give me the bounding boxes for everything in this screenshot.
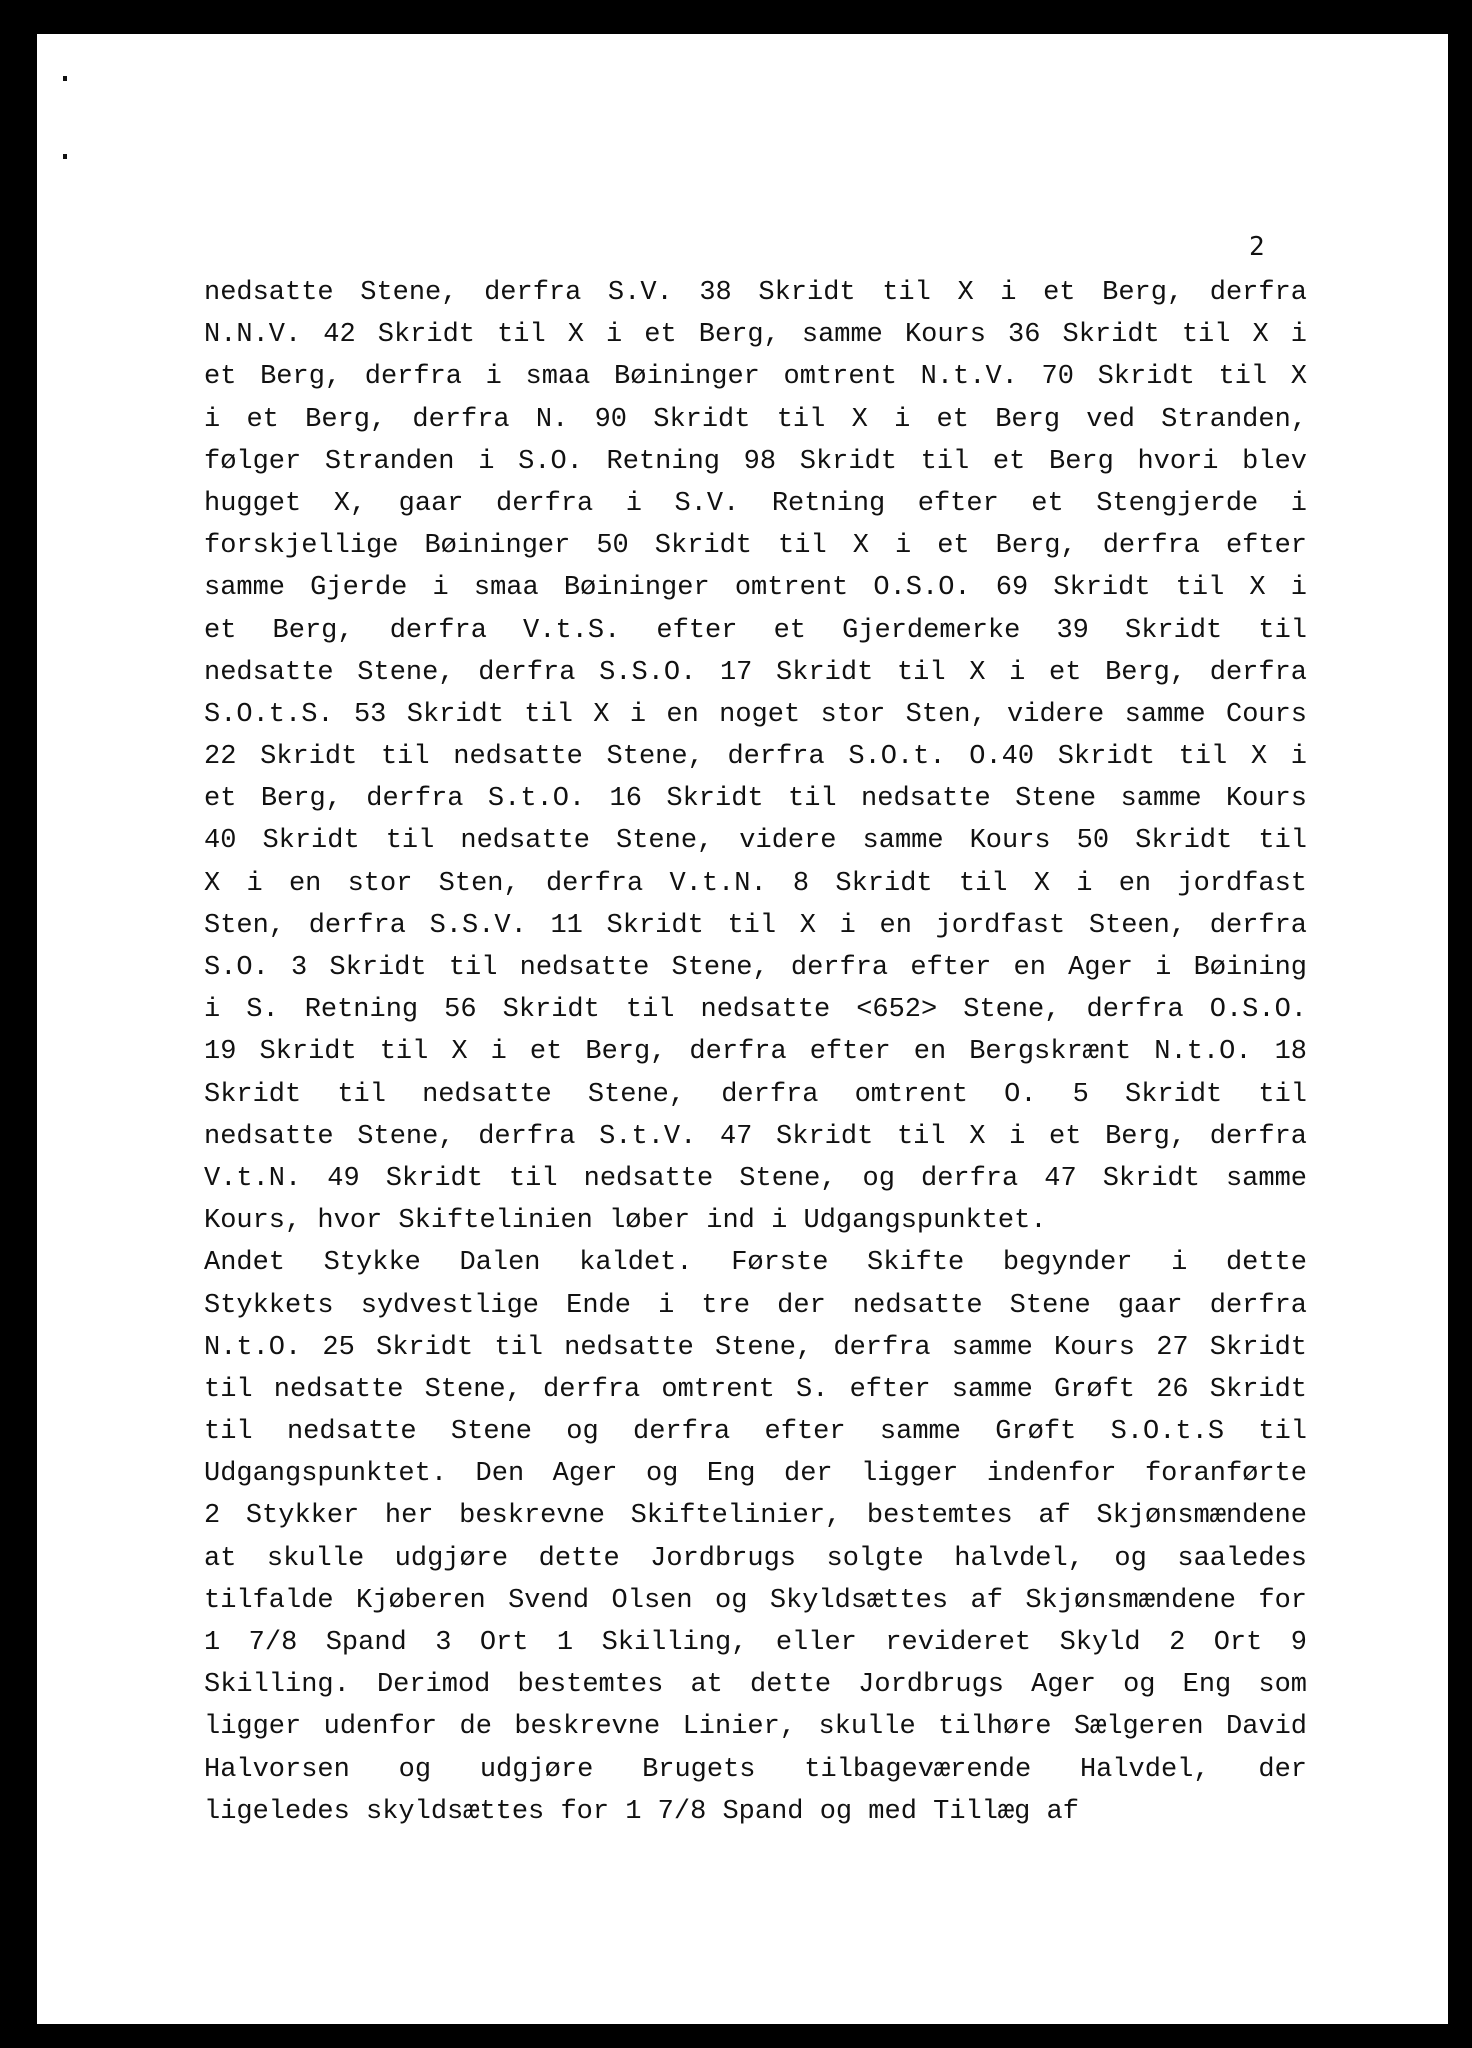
text-line: S.O.t.S. 53 Skridt til X i en noget stor Sten, videre samme Cours [204, 699, 1307, 730]
text-line: Halvorsen og udgjøre Brugets tilbageværende Halvdel, der [204, 1754, 1307, 1785]
text-line: i et Berg, derfra N. 90 Skridt til X i et Berg ved Stranden, [204, 404, 1307, 435]
text-line: S.O. 3 Skridt til nedsatte Stene, derfra efter en Ager i Bøining [204, 953, 1307, 983]
text-line: 19 Skridt til X i et Berg, derfra efter en Bergskrænt N.t.O. 18 [204, 1037, 1307, 1068]
document-page [37, 34, 1448, 2024]
text-line: 2 Stykker her beskrevne Skiftelinier, bestemtes af Skjønsmændene [204, 1501, 1307, 1532]
text-line: 40 Skridt til nedsatte Stene, videre samme Kours 50 Skridt til [204, 826, 1307, 857]
text-line: ligger udenfor de beskrevne Linier, skulle tilhøre Sælgeren David [204, 1712, 1307, 1743]
text-line: Stykkets sydvestlige Ende i tre der nedsatte Stene gaar derfra [204, 1290, 1307, 1321]
text-line: ligeledes skyldsættes for 1 7/8 Spand og med Tillæg af [204, 1796, 1079, 1827]
text-line: tilfalde Kjøberen Svend Olsen og Skyldsættes af Skjønsmændene for [204, 1585, 1307, 1616]
text-line: et Berg, derfra V.t.S. efter et Gjerdemerke 39 Skridt til [204, 615, 1307, 646]
scan-speck [63, 76, 67, 81]
text-line: 22 Skridt til nedsatte Stene, derfra S.O.t. O.40 Skridt til X i [204, 742, 1307, 773]
text-line: i S. Retning 56 Skridt til nedsatte <652> Stene, derfra O.S.O. [204, 995, 1307, 1026]
text-line: at skulle udgjøre dette Jordbrugs solgte halvdel, og saaledes [204, 1543, 1307, 1574]
body-text [204, 272, 1307, 1833]
text-line: V.t.N. 49 Skridt til nedsatte Stene, og derfra 47 Skridt samme [204, 1163, 1307, 1194]
text-line: Andet Stykke Dalen kaldet. Første Skifte begynder i dette [204, 1248, 1307, 1279]
text-line: til nedsatte Stene, derfra omtrent S. efter samme Grøft 26 Skridt [204, 1374, 1307, 1405]
text-line: et Berg, derfra S.t.O. 16 Skridt til nedsatte Stene samme Kours [204, 784, 1307, 815]
text-line: N.t.O. 25 Skridt til nedsatte Stene, derfra samme Kours 27 Skridt [204, 1332, 1307, 1363]
text-line: hugget X, gaar derfra i S.V. Retning efter et Stengjerde i [204, 488, 1307, 519]
text-line: Skridt til nedsatte Stene, derfra omtrent O. 5 Skridt til [204, 1079, 1307, 1110]
text-line: forskjellige Bøininger 50 Skridt til X i et Berg, derfra efter [204, 531, 1307, 562]
text-line: Skilling. Derimod bestemtes at dette Jordbrugs Ager og Eng som [204, 1670, 1307, 1701]
text-line: samme Gjerde i smaa Bøininger omtrent O.S.O. 69 Skridt til X i [204, 573, 1307, 604]
text-line: et Berg, derfra i smaa Bøininger omtrent N.t.V. 70 Skridt til X [204, 362, 1307, 393]
text-line: Sten, derfra S.S.V. 11 Skridt til X i en jordfast Steen, derfra [204, 910, 1307, 941]
text-line: følger Stranden i S.O. Retning 98 Skridt til et Berg hvori blev [204, 446, 1307, 477]
page-number: 2 [1249, 232, 1265, 262]
text-line: nedsatte Stene, derfra S.V. 38 Skridt til X i et Berg, derfra [204, 278, 1307, 308]
text-line: til nedsatte Stene og derfra efter samme Grøft S.O.t.S til [204, 1417, 1307, 1448]
text-line: Kours, hvor Skiftelinien løber ind i Udgangspunktet. [204, 1206, 1047, 1237]
text-line: nedsatte Stene, derfra S.t.V. 47 Skridt til X i et Berg, derfra [204, 1121, 1307, 1152]
text-line: X i en stor Sten, derfra V.t.N. 8 Skridt til X i en jordfast [204, 868, 1307, 899]
text-line: 1 7/8 Spand 3 Ort 1 Skilling, eller revideret Skyld 2 Ort 9 [204, 1628, 1307, 1658]
text-line: N.N.V. 42 Skridt til X i et Berg, samme Kours 36 Skridt til X i [204, 320, 1307, 351]
text-line: nedsatte Stene, derfra S.S.O. 17 Skridt til X i et Berg, derfra [204, 657, 1307, 688]
text-line: Udgangspunktet. Den Ager og Eng der ligger indenfor foranførte [204, 1459, 1307, 1490]
scan-speck [63, 154, 67, 159]
